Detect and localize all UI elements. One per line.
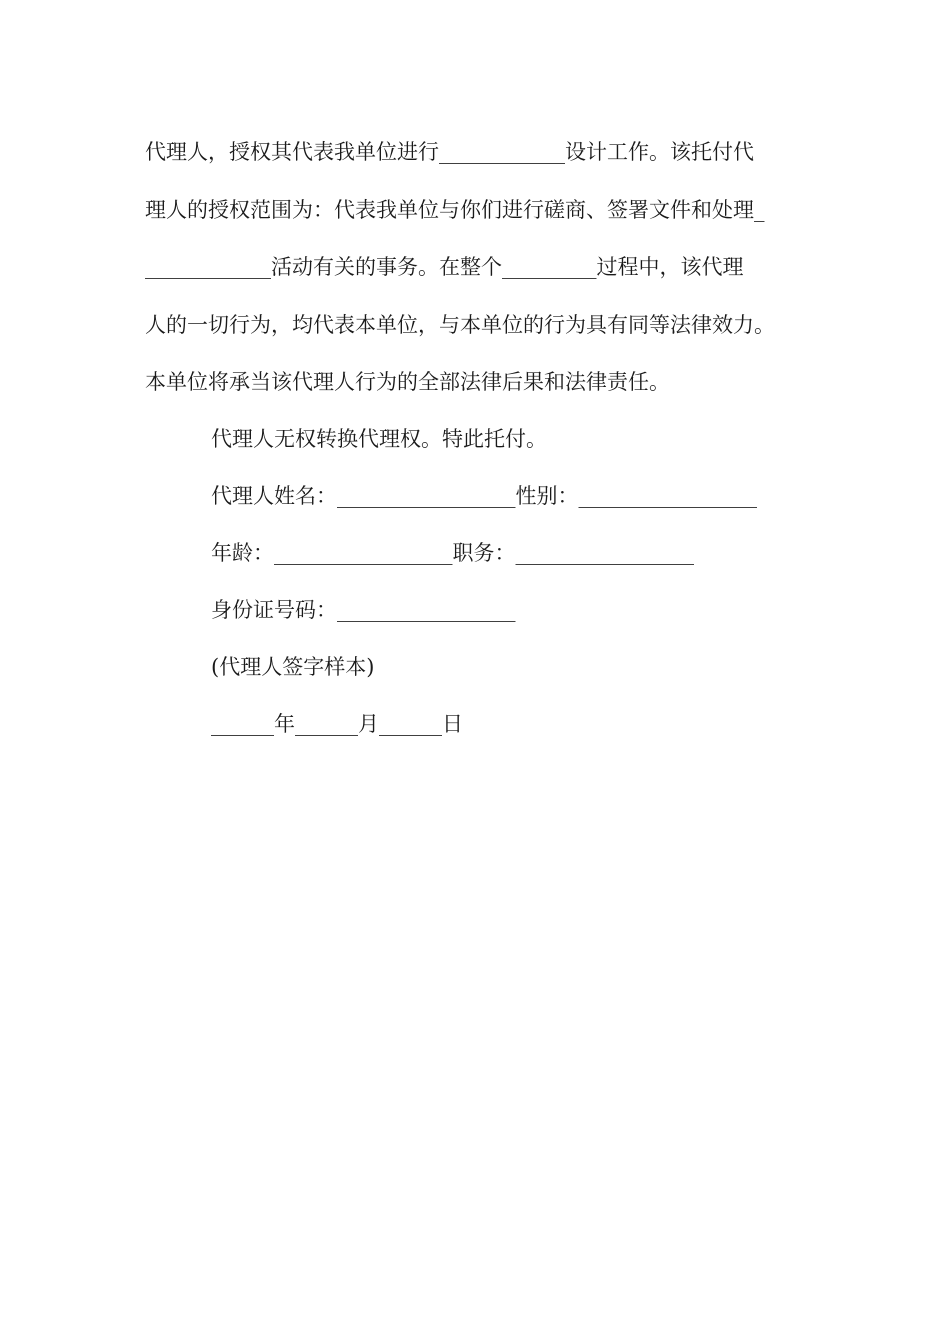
paragraph-line-2: 理人的授权范围为：代表我单位与你们进行磋商、签署文件和处理_	[145, 198, 765, 222]
age-position-field: 年龄：_________________职务：_________________	[211, 541, 694, 565]
id-number-field: 身份证号码：_________________	[211, 598, 516, 622]
paragraph-line-3: ____________活动有关的事务。在整个_________过程中，该代理	[145, 255, 744, 279]
paragraph-line-4: 人的一切行为，均代表本单位，与本单位的行为具有同等法律效力。	[145, 313, 775, 337]
paragraph-line-1: 代理人，授权其代表我单位进行____________设计工作。该托付代	[145, 140, 754, 164]
name-gender-field: 代理人姓名：_________________性别：_________________	[211, 484, 757, 508]
date-line: ______年______月______日	[211, 712, 463, 736]
no-transfer-statement: 代理人无权转换代理权。特此托付。	[211, 427, 547, 451]
paragraph-line-5: 本单位将承当该代理人行为的全部法律后果和法律责任。	[145, 370, 670, 394]
signature-sample-label: (代理人签字样本)	[211, 655, 375, 679]
